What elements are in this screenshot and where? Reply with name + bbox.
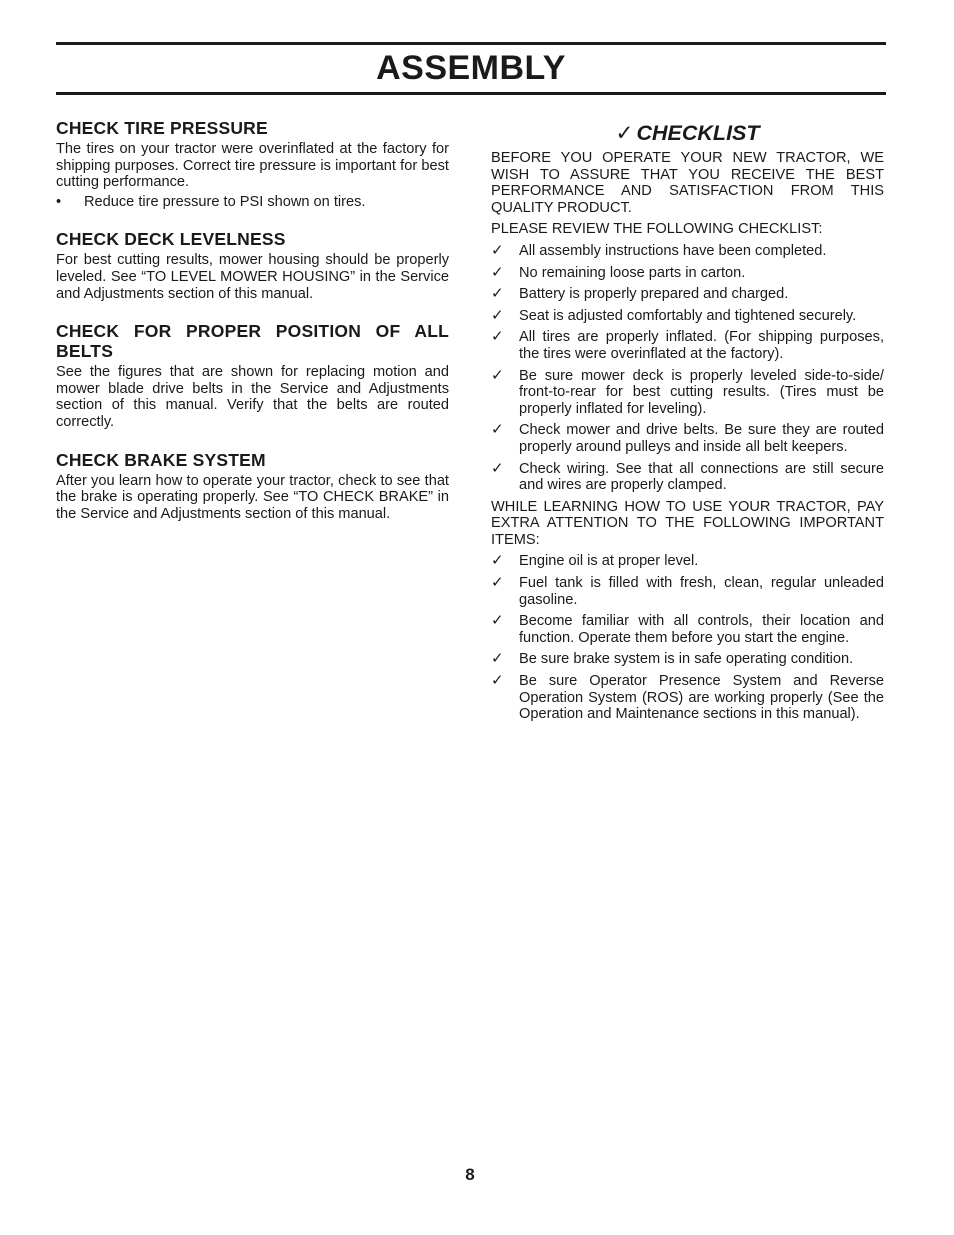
list-item	[491, 265, 884, 282]
list-item	[491, 651, 884, 668]
checklist-title-text: CHECKLIST	[636, 121, 760, 145]
section-body: The tires on your tractor were overinflated at the factory for shipping purposes. Correct tire pressure is important for best cutting performance.	[56, 141, 449, 191]
list-item	[491, 329, 884, 362]
checkmark-icon: ✓	[615, 121, 634, 145]
learning-heading: WHILE LEARNING HOW TO USE YOUR TRACTOR, PAY EXTRA ATTENTION TO THE FOLLOWING IMPORTANT ITEMS:	[491, 498, 884, 548]
review-heading: PLEASE REVIEW THE FOLLOWING CHECKLIST:	[491, 221, 823, 238]
section-heading: CHECK FOR PROPER POSITION OF ALL BELTS	[56, 321, 449, 362]
checkmark-icon: ✓	[491, 241, 504, 259]
checkmark-icon: ✓	[491, 459, 504, 477]
list-item-text: All tires are properly inflated. (For shipping purposes, the tires were overinflated at the factory).	[519, 329, 884, 362]
checkmark-icon: ✓	[491, 328, 504, 346]
bullet-item	[56, 194, 449, 211]
list-item	[491, 422, 884, 455]
checklist-title	[491, 120, 884, 146]
list-item	[491, 286, 884, 303]
section-deck-levelness	[56, 229, 449, 302]
list-item-text: Be sure Operator Presence System and Reverse Operation System (ROS) are working properly (See the Operation and Maintenance sections in this manual).	[519, 673, 884, 723]
checkmark-icon: ✓	[491, 612, 504, 630]
checkmark-icon: ✓	[491, 366, 504, 384]
checkmark-icon: ✓	[491, 263, 504, 281]
page-number: 8	[465, 1165, 475, 1184]
review-checklist	[491, 243, 884, 494]
list-item	[491, 613, 884, 646]
section-body: For best cutting results, mower housing should be properly leveled. See “TO LEVEL MOWER HOUSING” in the Service and Adjustments section of this manual.	[56, 252, 449, 302]
checkmark-icon: ✓	[491, 650, 504, 668]
list-item-text: Engine oil is at proper level.	[519, 553, 699, 570]
list-item	[491, 461, 884, 494]
checkmark-icon: ✓	[491, 306, 504, 324]
section-heading: CHECK TIRE PRESSURE	[56, 118, 268, 138]
section-heading: CHECK DECK LEVELNESS	[56, 229, 286, 250]
list-item	[491, 368, 884, 418]
list-item-text: Battery is properly prepared and charged.	[519, 286, 789, 303]
bullet-text: Reduce tire pressure to PSI shown on tires.	[84, 193, 366, 210]
checkmark-icon: ✓	[491, 285, 504, 303]
checkmark-icon: ✓	[491, 574, 504, 592]
checkmark-icon: ✓	[491, 672, 504, 690]
section-heading: CHECK BRAKE SYSTEM	[56, 449, 266, 470]
list-item-text: Be sure brake system is in safe operating condition.	[519, 651, 854, 668]
section-tire-pressure	[56, 118, 449, 210]
section-belts	[56, 321, 449, 430]
section-body: See the figures that are shown for replacing motion and mower blade drive belts in the Service and Adjustments section of this manual. Verify that the belts are routed correctly.	[56, 364, 449, 430]
right-column	[491, 118, 884, 728]
list-item-text: Seat is adjusted comfortably and tightened securely.	[519, 307, 857, 324]
checkmark-icon: ✓	[491, 552, 504, 570]
list-item	[491, 553, 884, 570]
learning-checklist	[491, 553, 884, 722]
section-brake-system	[56, 450, 449, 523]
list-item	[491, 673, 884, 723]
header-top-rule	[56, 42, 886, 45]
list-item	[491, 575, 884, 608]
checklist-intro: BEFORE YOU OPERATE YOUR NEW TRACTOR, WE WISH TO ASSURE THAT YOU RECEIVE THE BEST PERFORMANCE AND SATISFACTION FROM THIS QUALITY PRODUCT.	[491, 150, 884, 216]
list-item-text: Check wiring. See that all connections are still secure and wires are properly clamped.	[519, 460, 884, 494]
list-item-text: Fuel tank is filled with fresh, clean, regular unleaded gasoline.	[519, 575, 884, 608]
list-item-text: All assembly instructions have been completed.	[519, 242, 827, 259]
list-item-text: Check mower and drive belts. Be sure they are routed properly around pulleys and inside all belt keepers.	[519, 422, 884, 455]
bullet-dot-icon: •	[56, 193, 62, 210]
section-body: After you learn how to operate your tractor, check to see that the brake is operating properly. See “TO CHECK BRAKE” in the Service and Adjustments section of this manual.	[56, 472, 449, 522]
header-bottom-rule	[56, 92, 886, 95]
list-item	[491, 243, 884, 260]
list-item	[491, 308, 884, 325]
page-title: ASSEMBLY	[376, 49, 566, 87]
list-item-text: Become familiar with all controls, their location and function. Operate them before you start the engine.	[519, 613, 884, 646]
left-column	[56, 118, 449, 541]
list-item-text: No remaining loose parts in carton.	[519, 264, 746, 281]
checkmark-icon: ✓	[491, 421, 504, 439]
list-item-text: Be sure mower deck is properly leveled side-to-side/ front-to-rear for best cutting results. (Tires must be properly inflated for leveling).	[519, 367, 884, 417]
